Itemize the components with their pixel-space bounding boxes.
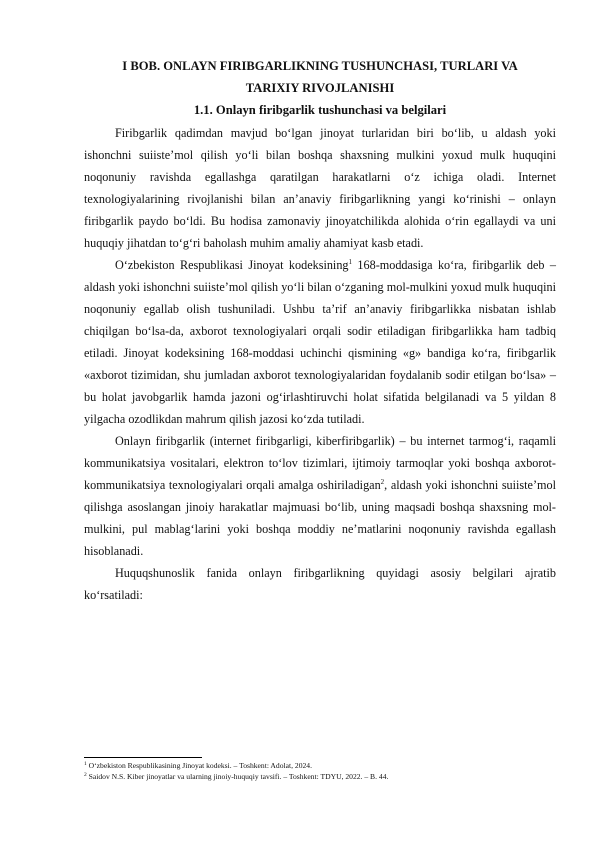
paragraph-2 <box>84 254 556 430</box>
paragraph-2-text-b: 168-moddasiga ko‘ra, firibgarlik deb – aldash yoki ishonchni suiiste’mol qilish yo‘li bilan o‘zganing mol-mulkini yoxud mulk huquqini noqonuniy egallab olish tushuniladi. Ushbu ta’rif an’anaviy firibgarlikka nisbatan ishlab chiqilgan bo‘lsa-da, axborot texnologiyalari orqali sodir etiladigan firibgarlikka ham tadbiq etiladi. Jinoyat kodeksining 168-moddasi uchinchi qismining «g» bandiga ko‘ra, firibgarlik «axborot tizimidan, shu jumladan axborot texnologiyalaridan foydalanib sodir etilgan bo‘lsa» – bu holat javobgarlik hamda jazoni og‘irlashtiruvchi holat sifatida belgilanadi va 5 yildan 8 yilgacha ozodlikdan mahrum qilish jazosi ko‘zda tutiladi. <box>84 258 556 426</box>
footnote-2-text: Saidov N.S. Kiber jinoyatlar va ularning jinoiy-huquqiy tavsifi. – Toshkent: TDYU, 2022. – B. 44. <box>86 772 389 781</box>
footnotes <box>84 760 556 782</box>
paragraph-3-text-a: Onlayn firibgarlik (internet firibgarligi, kiberfiribgarlik) – bu internet tarmog‘i, raqamli kommunikatsiya vositalari, elektron to‘lov tizimlari, ijtimoiy tarmoqlar yoki boshqa axborot-kommunikatsiya texnologiyalari orqali amalga oshiriladigan <box>84 434 556 492</box>
footnote-1 <box>84 760 556 771</box>
chapter-title-line-2: TARIXIY RIVOJLANISHI <box>245 81 395 95</box>
paragraph-1: Firibgarlik qadimdan mavjud bo‘lgan jinoyat turlaridan biri bo‘lib, u aldash yoki ishonchni suiiste’mol qilish yo‘li bilan boshqa shaxsning mulkini yoxud mulk huquqini noqonuniy ravishda egallashga qaratilgan harakatlarni o‘z ichiga oladi. Internet texnologiyalarining rivojlanishi bilan an’anaviy firibgarlikning yangi ko‘rinishi – onlayn firibgarlik paydo bo‘ldi. Bu hodisa zamonaviy jinoyatchilikda alohida o‘rin egallaydi va uni huquqiy jihatdan to‘g‘ri baholash muhim amaliy ahamiyat kasb etadi. <box>84 126 556 250</box>
footnote-2 <box>84 771 556 782</box>
paragraph-3-text-b: , aldash yoki ishonchni suiiste’mol qilishga asoslangan jinoiy harakatlar majmuasi bo‘lib, uning maqsadi boshqa shaxsning mol-mulkini, pul mablag‘larini yoki boshqa moddiy ne’matlarini noqonuniy ravishda egallash hisoblanadi. <box>84 478 556 558</box>
section-title: 1.1. Onlayn firibgarlik tushunchasi va belgilari <box>193 103 447 117</box>
paragraph-3 <box>84 430 556 562</box>
footnote-ref-2: 2 <box>380 478 385 486</box>
footnote-1-number: 1 <box>84 761 87 767</box>
footnote-2-number: 2 <box>84 772 87 778</box>
footnote-ref-1: 1 <box>348 258 353 266</box>
paragraph-2-text-a: O‘zbekiston Respublikasi Jinoyat kodeksining <box>115 258 349 272</box>
chapter-title-line-1: I BOB. ONLAYN FIRIBGARLIKNING TUSHUNCHASI, TURLARI VA <box>122 59 518 73</box>
body-text <box>84 122 556 606</box>
footnote-1-text: O‘zbekiston Respublikasining Jinoyat kodeksi. – Toshkent: Adolat, 2024. <box>86 761 312 770</box>
footnote-divider <box>84 757 202 758</box>
paragraph-4: Huquqshunoslik fanida onlayn firibgarlikning quyidagi asosiy belgilari ajratib ko‘rsatiladi: <box>84 566 556 602</box>
